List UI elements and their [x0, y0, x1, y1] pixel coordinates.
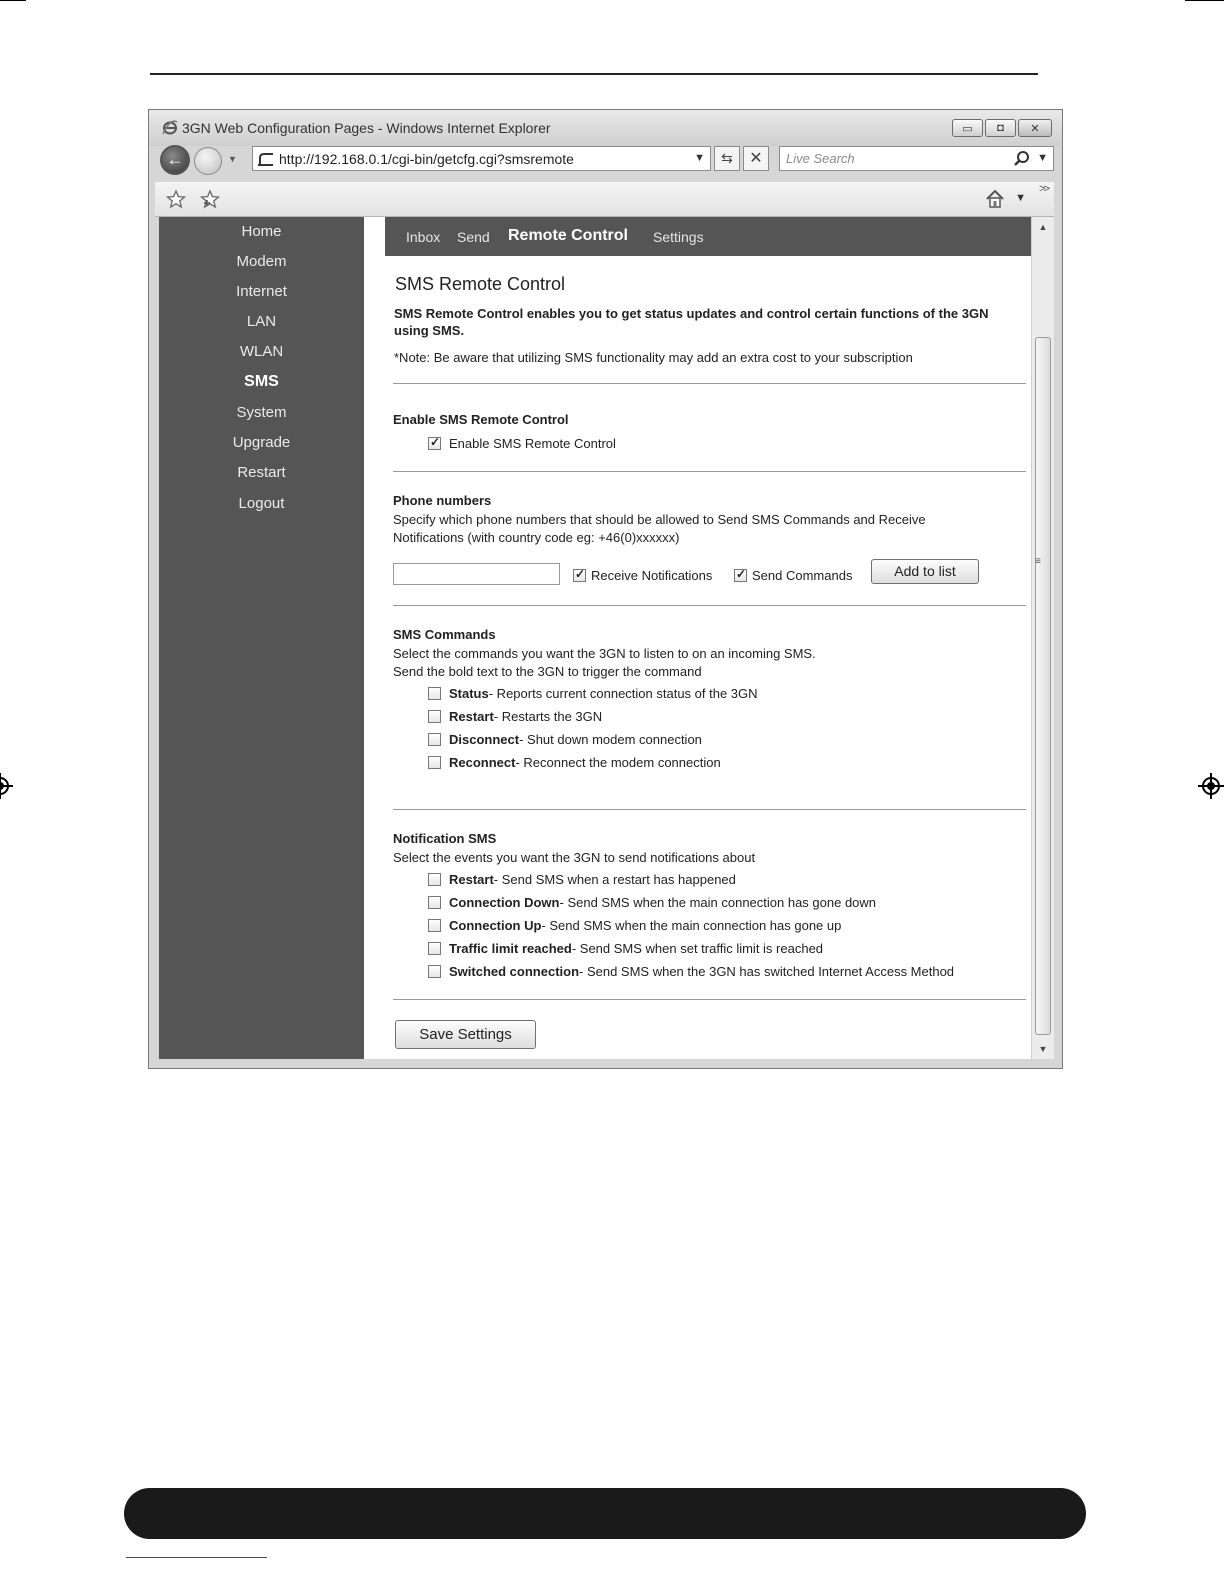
receive-notifications-checkbox[interactable]	[573, 569, 586, 582]
send-commands-checkbox[interactable]	[734, 569, 747, 582]
enable-section-title: Enable SMS Remote Control	[393, 412, 569, 427]
sidebar-item-system[interactable]: System	[236, 404, 287, 421]
sidebar-item-lan[interactable]: LAN	[246, 313, 277, 330]
sidebar-item-modem[interactable]: Modem	[236, 253, 287, 270]
command-checkbox[interactable]	[428, 733, 441, 746]
notification-row-restart[interactable]	[428, 872, 736, 887]
phone-section-desc	[393, 511, 1013, 547]
phone-desc-line: Notifications (with country code eg: +46(0)xxxxxx)	[393, 530, 680, 545]
sidebar-nav	[159, 217, 364, 1059]
divider	[393, 383, 1026, 384]
notification-section-title: Notification SMS	[393, 831, 497, 846]
back-arrow-icon: ←	[166, 150, 184, 169]
notification-name: Connection Down	[449, 895, 560, 910]
search-dropdown-icon[interactable]: ▼	[1037, 152, 1048, 164]
intro-text: SMS Remote Control enables you to get status updates and control certain functions of the 3GN using SMS.	[394, 306, 989, 338]
search-icon[interactable]	[1013, 150, 1030, 167]
minimize-button[interactable]	[952, 119, 983, 137]
command-checkbox[interactable]	[428, 756, 441, 769]
enable-remote-row[interactable]	[428, 436, 616, 451]
crop-mark	[1185, 0, 1224, 1]
divider	[393, 999, 1026, 1000]
add-favorite-icon[interactable]	[200, 189, 220, 209]
command-row-reconnect[interactable]	[428, 755, 721, 770]
notification-section-desc: Select the events you want the 3GN to send notifications about	[393, 850, 756, 865]
tab-settings[interactable]: Settings	[653, 229, 704, 245]
command-row-restart[interactable]	[428, 709, 602, 724]
title-bar	[149, 110, 1062, 146]
phone-number-input[interactable]	[393, 563, 560, 585]
stop-icon: ✕	[749, 150, 763, 167]
commands-desc-line: Send the bold text to the 3GN to trigger the command	[393, 664, 702, 679]
history-dropdown-icon[interactable]: ▼	[228, 154, 237, 164]
command-desc: - Shut down modem connection	[519, 732, 702, 747]
sidebar-item-logout[interactable]: Logout	[238, 495, 285, 512]
address-url[interactable]: http://192.168.0.1/cgi-bin/getcfg.cgi?smsremote	[279, 151, 574, 167]
scroll-thumb[interactable]	[1035, 337, 1051, 1035]
refresh-icon: ⇆	[721, 150, 733, 166]
home-dropdown-icon[interactable]: ▼	[1015, 192, 1026, 204]
sidebar-item-internet[interactable]: Internet	[236, 283, 287, 300]
notification-desc: - Send SMS when the 3GN has switched Internet Access Method	[579, 964, 955, 979]
home-icon[interactable]	[984, 188, 1006, 210]
command-desc: - Reconnect the modem connection	[515, 755, 721, 770]
registration-mark-icon	[0, 773, 13, 799]
command-checkbox[interactable]	[428, 687, 441, 700]
notification-row-switched-connection[interactable]	[428, 964, 954, 979]
page-title: SMS Remote Control	[395, 274, 566, 294]
more-tools-icon[interactable]: >>	[1039, 183, 1048, 195]
tab-send[interactable]: Send	[457, 229, 490, 245]
vertical-scrollbar[interactable]	[1031, 217, 1054, 1059]
close-icon: ✕	[1030, 122, 1040, 135]
notification-row-connection-down[interactable]	[428, 895, 876, 910]
favorites-star-icon[interactable]	[166, 189, 186, 209]
address-bar[interactable]	[252, 146, 711, 171]
favorites-bar	[155, 182, 1054, 217]
forward-button[interactable]	[194, 147, 222, 175]
command-name: Restart	[449, 709, 494, 724]
tab-inbox[interactable]: Inbox	[406, 229, 441, 245]
cost-note: *Note: Be aware that utilizing SMS functionality may add an extra cost to your subscription	[394, 350, 913, 365]
notification-desc: - Send SMS when set traffic limit is reached	[571, 941, 824, 956]
browser-window	[148, 109, 1063, 1069]
main-content	[364, 217, 1031, 1059]
sidebar-item-sms[interactable]: SMS	[244, 373, 279, 390]
ie-logo-icon	[162, 120, 178, 136]
search-box[interactable]	[779, 146, 1054, 171]
notification-desc: - Send SMS when the main connection has gone down	[559, 895, 877, 910]
send-commands-row[interactable]	[734, 568, 852, 583]
footer-bar	[124, 1488, 1086, 1539]
command-name: Status	[449, 686, 489, 701]
page-viewport	[159, 217, 1054, 1059]
notification-row-connection-up[interactable]	[428, 918, 841, 933]
sub-tab-bar	[385, 217, 1031, 256]
save-settings-button[interactable]: Save Settings	[395, 1020, 536, 1049]
registration-mark-icon	[1198, 773, 1224, 799]
scroll-up-icon[interactable]: ▲	[1038, 222, 1048, 232]
back-button[interactable]	[160, 145, 190, 175]
address-dropdown-icon[interactable]: ▼	[694, 152, 705, 164]
phone-section-title: Phone numbers	[393, 493, 492, 508]
page-icon	[257, 150, 275, 167]
notification-name: Connection Up	[449, 918, 542, 933]
command-desc: - Reports current connection status of the 3GN	[488, 686, 758, 701]
sidebar-item-restart[interactable]: Restart	[237, 464, 286, 481]
notification-checkbox[interactable]	[428, 965, 441, 978]
notification-name: Traffic limit reached	[449, 941, 572, 956]
divider	[393, 605, 1026, 606]
command-name: Disconnect	[449, 732, 520, 747]
notification-checkbox[interactable]	[428, 919, 441, 932]
sidebar-item-home[interactable]: Home	[241, 223, 282, 240]
command-row-disconnect[interactable]	[428, 732, 702, 747]
divider	[393, 809, 1026, 810]
enable-remote-checkbox[interactable]	[428, 437, 441, 450]
search-placeholder[interactable]: Live Search	[786, 151, 855, 166]
notification-row-traffic-limit[interactable]	[428, 941, 823, 956]
commands-section-desc	[393, 645, 1013, 681]
command-checkbox[interactable]	[428, 710, 441, 723]
sidebar-item-wlan[interactable]: WLAN	[239, 343, 284, 360]
stop-button[interactable]	[743, 146, 769, 171]
notification-desc: - Send SMS when the main connection has gone up	[541, 918, 842, 933]
footer-underline	[126, 1557, 267, 1558]
close-button[interactable]	[1018, 119, 1052, 137]
scroll-grip-icon: ≡	[1035, 556, 1041, 567]
notification-checkbox[interactable]	[428, 942, 441, 955]
send-commands-label: Send Commands	[752, 568, 853, 583]
phone-desc-line: Specify which phone numbers that should be allowed to Send SMS Commands and Receive	[393, 512, 926, 527]
tab-remote-control[interactable]: Remote Control	[508, 227, 628, 244]
receive-notifications-row[interactable]	[573, 568, 712, 583]
scroll-down-icon[interactable]: ▼	[1038, 1044, 1048, 1054]
minimize-icon: ▭	[962, 122, 973, 135]
commands-section-title: SMS Commands	[393, 627, 496, 642]
maximize-button[interactable]	[985, 119, 1016, 137]
maximize-icon: ◘	[997, 122, 1004, 134]
command-name: Reconnect	[449, 755, 516, 770]
crop-mark	[0, 0, 26, 1]
enable-remote-label: Enable SMS Remote Control	[449, 436, 616, 451]
commands-desc-line: Select the commands you want the 3GN to listen to on an incoming SMS.	[393, 646, 816, 661]
add-to-list-button[interactable]: Add to list	[871, 559, 979, 584]
window-title: 3GN Web Configuration Pages - Windows Internet Explorer	[182, 120, 551, 136]
sidebar-item-upgrade[interactable]: Upgrade	[232, 434, 291, 451]
divider	[393, 471, 1026, 472]
notification-name: Restart	[449, 872, 494, 887]
notification-checkbox[interactable]	[428, 873, 441, 886]
notification-checkbox[interactable]	[428, 896, 441, 909]
receive-notifications-label: Receive Notifications	[591, 568, 713, 583]
command-row-status[interactable]	[428, 686, 758, 701]
header-rule	[150, 73, 1038, 75]
notification-desc: - Send SMS when a restart has happened	[493, 872, 736, 887]
refresh-button[interactable]	[714, 146, 740, 171]
notification-name: Switched connection	[449, 964, 580, 979]
command-desc: - Restarts the 3GN	[493, 709, 603, 724]
window-controls	[952, 119, 1052, 137]
